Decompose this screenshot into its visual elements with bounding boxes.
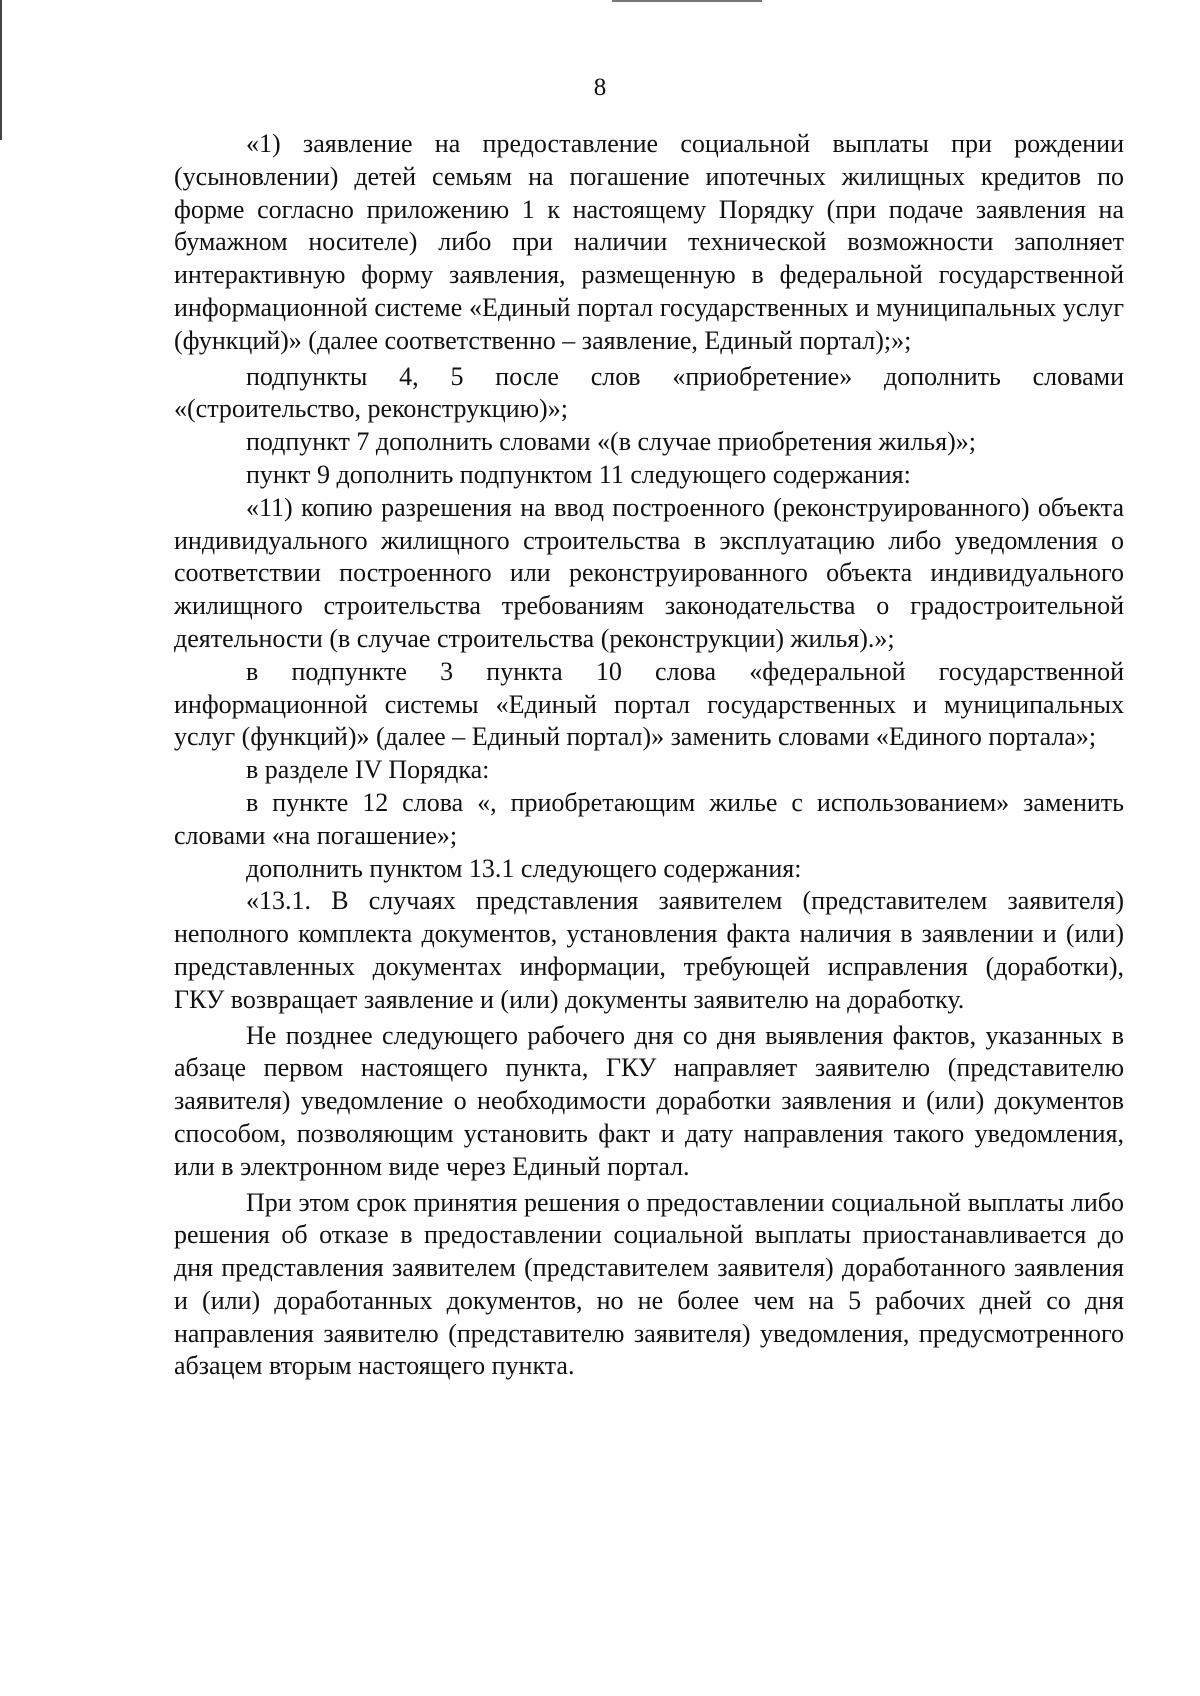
paragraph-subitem-11: «11) копию разрешения на ввод построенного (реконструированного) объекта индивидуального жилищного строительства в эксплуатацию либо уведомления о соответствии построенного или реконструированного объекта индивидуального жилищного строительства требованиям законодательства о градостроительной деятельности (в случае строительства (реконструкции) жилья).»; — [174, 492, 1124, 653]
document-body — [174, 128, 1124, 1383]
paragraph-notification: Не позднее следующего рабочего дня со дня выявления фактов, указанных в абзаце первом настоящего пункта, ГКУ направляет заявителю (представителю заявителя) уведомление о необходимости доработки заявления и (или) документов способом, позволяющим установить факт и дату направления такого уведомления, или в электронном виде через Единый портал. — [174, 1020, 1124, 1181]
scan-top-edge — [612, 0, 762, 2]
paragraph-subitem-7: подпункт 7 дополнить словами «(в случае приобретения жилья)»; — [246, 427, 976, 457]
paragraph-section-iv: в разделе IV Порядка: — [246, 755, 490, 785]
page-number: 8 — [593, 74, 607, 101]
paragraph-decision-term: При этом срок принятия решения о предоставлении социальной выплаты либо решения об отказе в предоставлении социальной выплаты приостанавливается до дня представления заявителем (представителем заявителя) доработанного заявления и (или) доработанных документов, но не более чем на 5 рабочих дней со дня направления заявителю (представителю заявителя) уведомления, предусмотренного абзацем вторым настоящего пункта. — [174, 1187, 1124, 1381]
paragraph-item-9: пункт 9 дополнить подпунктом 11 следующего содержания: — [246, 459, 911, 489]
paragraph-13-1-text: «13.1. В случаях представления заявителем (представителем заявителя) неполного комплекта документов, установления факта наличия в заявлении и (или) представленных документах информации, требующей исправления (доработки), ГКУ возвращает заявление и (или) документы заявителю на доработку. — [174, 886, 1124, 1014]
paragraph-item-10: в подпункте 3 пункта 10 слова «федеральной государственной информационной системы «Единый портал государственных и муниципальных услуг (функций)» (далее – Единый портал)» заменить словами «Единого портала»; — [174, 656, 1124, 752]
paragraph-item-12: в пункте 12 слова «, приобретающим жилье с использованием» заменить словами «на погашение»; — [174, 787, 1124, 850]
paragraph-application-item: «1) заявление на предоставление социальной выплаты при рождении (усыновлении) детей семьям на погашение ипотечных жилищных кредитов по форме согласно приложению 1 к настоящему Порядку (при подаче заявления на бумажном носителе) либо при наличии технической возможности заполняет интерактивную форму заявления, размещенную в федеральной государственной информационной системе «Единый портал государственных и муниципальных услуг (функций)» (далее соответственно – заявление, Единый портал);»; — [174, 129, 1124, 355]
paragraph-subitems-4-5: подпункты 4, 5 после слов «приобретение» дополнить словами «(строительство, реконструкцию)»; — [174, 361, 1124, 424]
paragraph-add-13-1: дополнить пунктом 13.1 следующего содержания: — [246, 853, 802, 883]
scan-left-edge — [0, 0, 2, 140]
